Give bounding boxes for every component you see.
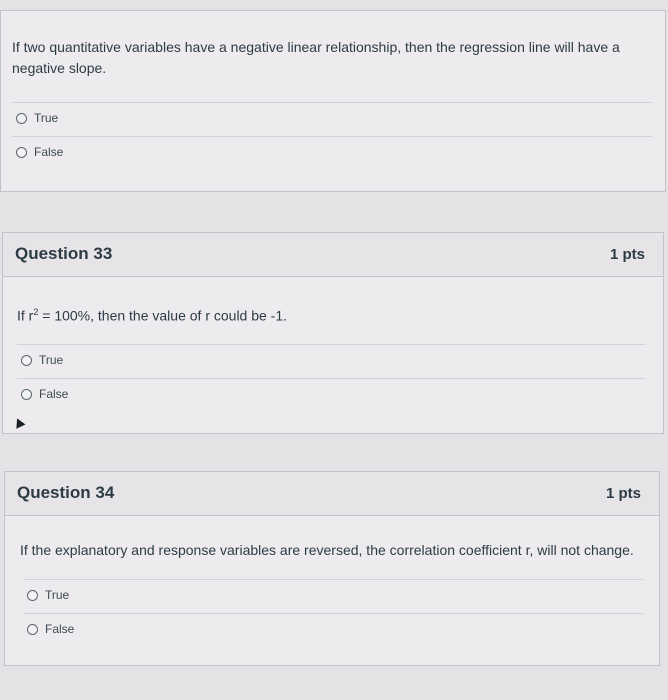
- answer-true[interactable]: [23, 579, 643, 613]
- question-33-card: [2, 232, 664, 434]
- question-34-card: [4, 471, 660, 666]
- superscript-two: 2: [33, 307, 39, 317]
- question-title: Question 34: [17, 483, 115, 502]
- answer-label: False: [39, 387, 69, 401]
- question-title: Question 33: [15, 244, 113, 263]
- radio-button-icon[interactable]: [27, 590, 38, 601]
- question-34-text: If the explanatory and response variables are reversed, the correlation coefficient r, will not change.: [20, 542, 634, 558]
- question-33-text: [17, 302, 287, 327]
- question-header: [5, 472, 659, 516]
- question-points: 1 pts: [605, 485, 641, 502]
- question-33-answers: [17, 344, 645, 412]
- question-points: 1 pts: [609, 246, 645, 263]
- question-header: [3, 233, 663, 277]
- answer-label: False: [34, 145, 64, 159]
- answer-label: False: [45, 622, 75, 636]
- answer-false[interactable]: [23, 613, 643, 647]
- answer-true[interactable]: [17, 344, 645, 378]
- radio-button-icon[interactable]: [27, 624, 38, 635]
- answer-false[interactable]: [12, 136, 652, 170]
- question-text-suffix: = 100%, then the value of r could be -1.: [38, 307, 288, 324]
- radio-button-icon[interactable]: [21, 389, 32, 400]
- radio-button-icon[interactable]: [16, 147, 27, 158]
- question-text-prefix: If r: [17, 307, 34, 324]
- question-32-text: If two quantitative variables have a negative linear relationship, then the regression line will have a negative slope.: [12, 39, 620, 76]
- answer-label: True: [39, 353, 64, 367]
- answer-false[interactable]: [17, 378, 645, 412]
- question-32-answers: [12, 102, 652, 170]
- question-32-card: [0, 10, 666, 192]
- radio-button-icon[interactable]: [21, 355, 32, 366]
- answer-label: True: [45, 588, 70, 602]
- question-34-answers: [23, 579, 643, 647]
- answer-true[interactable]: [12, 102, 652, 136]
- radio-button-icon[interactable]: [16, 113, 27, 124]
- answer-label: True: [34, 111, 59, 125]
